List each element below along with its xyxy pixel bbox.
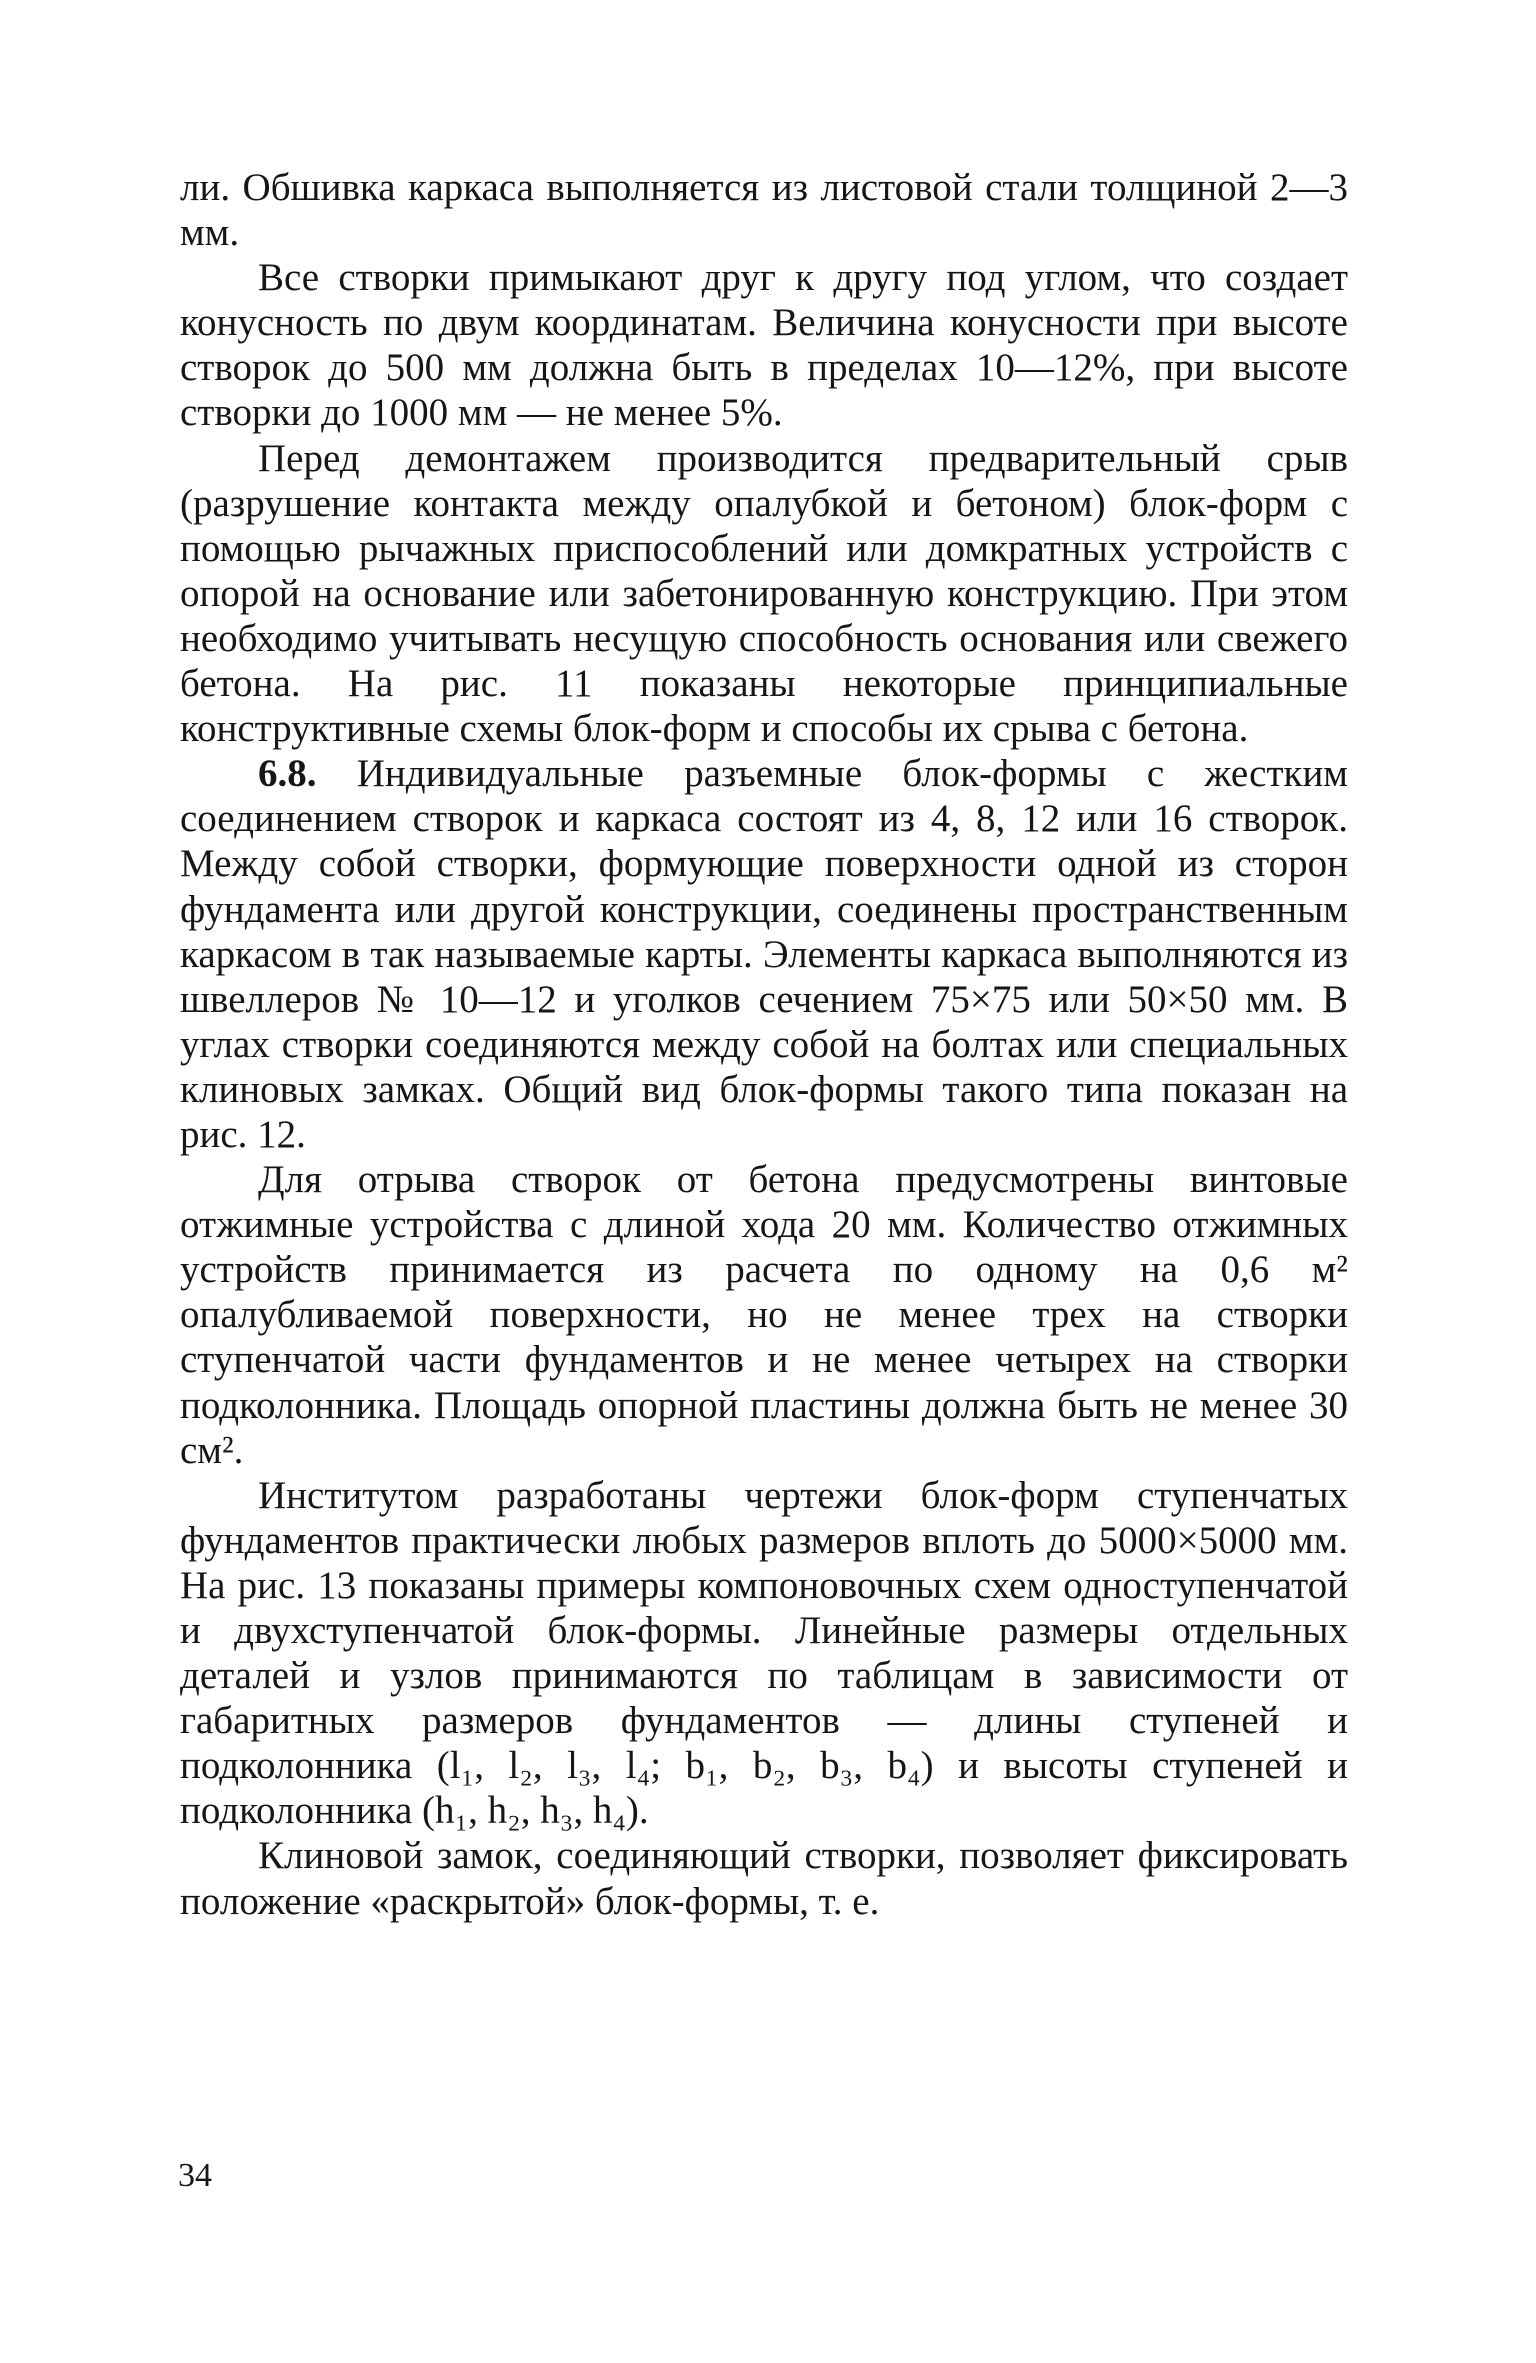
paragraph-dismantling: Перед демонтажем производится предварительный срыв (разрушение контакта между опалубкой и бетоном) блок-форм с помощью рычажных приспособлений или домкратных устройств с опорой на основание или забетонированную конструкцию. При этом необходимо учитывать несущую способность основания или свежего бетона. На рис. 11 показаны некоторые принципиальные конструктивные схемы блок-форм и способы их срыва с бетона. [180, 436, 1348, 751]
paragraph-continuation: ли. Обшивка каркаса выполняется из листовой стали толщиной 2—3 мм. [180, 166, 1348, 255]
paragraph-section-6-8 [180, 751, 1348, 1157]
paragraph-pressing-devices: Для отрыва створок от бетона предусмотрены винтовые отжимные устройства с длиной хода 20 мм. Количество отжимных устройств принимается из расчета по одному на 0,6 м² опалубливаемой поверхности, но не менее трех на створки ступенчатой части фундаментов и не менее четырех на створки подколонника. Площадь опорной пластины должна быть не менее 30 см². [180, 1158, 1348, 1472]
section-number: 6.8. [258, 752, 317, 796]
page-number: 34 [178, 2157, 212, 2194]
paragraph-conicity: Все створки примыкают друг к другу под углом, что создает конусность по двум координатам. Величина конусности при высоте створок до 500 мм должна быть в пределах 10—12%, при высоте створки до 1000 мм — не менее 5%. [180, 256, 1348, 435]
paragraph-wedge-lock: Клиновой замок, соединяющий створки, позволяет фиксировать положение «раскрытой» блок-формы, т. е. [180, 1834, 1348, 1923]
paragraph-institute-drawings: Институтом разработаны чертежи блок-форм ступенчатых фундаментов практически любых размеров вплоть до 5000×5000 мм. На рис. 13 показаны примеры компоновочных схем одноступенчатой и двухступенчатой блок-формы. Линейные размеры отдельных деталей и узлов принимаются по таблицам в зависимости от габаритных размеров фундаментов — длины ступеней и подколонника (l₁, l₂, l₃, l₄; b₁, b₂, b₃, b₄) и высоты ступеней и подколонника (h₁, h₂, h₃, h₄). [180, 1473, 1348, 1833]
page-body [180, 165, 1348, 1924]
section-text: Индивидуальные разъемные блок-формы с жестким соединением створок и каркаса состоят из 4, 8, 12 или 16 створок. Между собой створки, формующие поверхности одной из сторон фундамента или другой конструкции, соединены пространственным каркасом в так называемые карты. Элементы каркаса выполняются из швеллеров № 10—12 и уголков сечением 75×75 или 50×50 мм. В углах створки соединяются между собой на болтах или специальных клиновых замках. Общий вид блок-формы такого типа показан на рис. 12. [180, 752, 1348, 1156]
